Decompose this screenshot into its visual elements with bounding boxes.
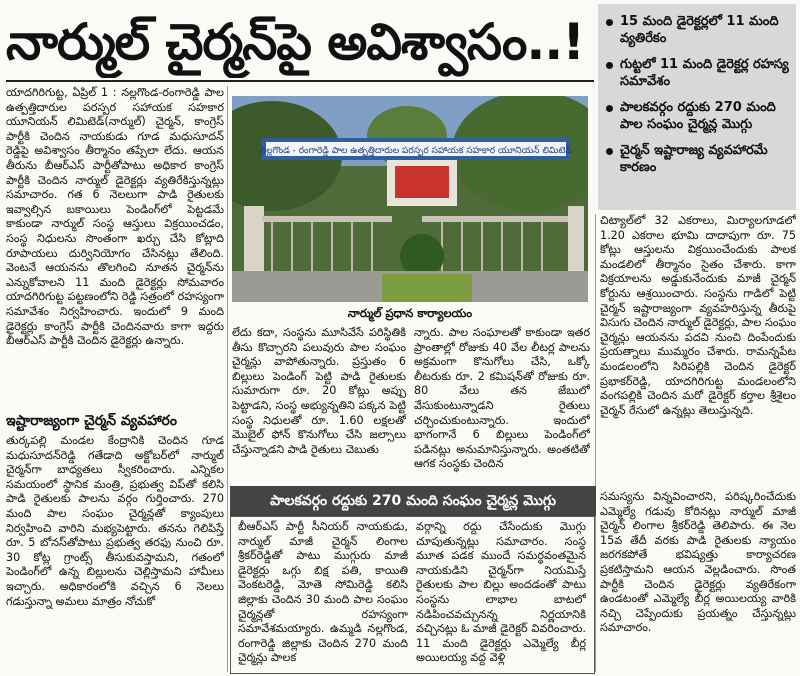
column-divider bbox=[227, 86, 228, 672]
sub-story-column-1 bbox=[238, 520, 408, 670]
highlight-item: పాలకవర్గం రద్దుకు 270 మంది పాల సంఘం చైర్మన్ల మొగ్గు bbox=[606, 99, 792, 133]
column-divider bbox=[595, 214, 596, 672]
highlight-item: చైర్మన్ ఇష్టారాజ్య వ్యవహారమే కారణం bbox=[606, 142, 792, 176]
highlight-item: 15 మంది డైరెక్టర్లలో 11 మంది వ్యతిరేకం bbox=[606, 13, 792, 47]
left-column-para2 bbox=[6, 434, 224, 672]
highlights-box bbox=[598, 4, 796, 210]
right-column-top bbox=[600, 214, 796, 484]
left-column-para1 bbox=[6, 86, 224, 408]
body-text: బీఆర్‌ఎస్ పార్టీ సీనియర్ నాయకుడు, నార్ముల్ మాజీ చైర్మన్ లింగాల శ్రీకర్‌రెడ్డితో పాటు ముగ్గురు మాజీ డైరెక్టర్లు ఒగ్గు బిక్ష పతి, కాయితి వెంకటరెడ్డి, మోతె సోమిరెడ్డి కలిసి జిల్లాకు చెందిన 30 మంది పాల సంఘం చైర్మన్లతో రహస్యంగా సమావేశమయ్యారు. ఉమ్మడి నల్లగొండ, రంగారెడ్డి జిల్లాకు చెందిన 270 మంది చైర్మన్లు పాలక bbox=[238, 520, 408, 665]
sub-story-banner: పాలకవర్గం రద్దుకు 270 మంది సంఘం చైర్మన్ల మొగ్గు bbox=[230, 486, 596, 516]
body-text: చిట్యాల్‌లో 32 ఎకరాలు, మిర్యాలగూడలో 1.20 ఎకరాల భూమి దాదాపుగా రూ. 75 కోట్లు ఆస్తులను విక్రయించేందుకు పాలక మండలిలో తీర్మానం సైతం చేశారు. కాగా విక్రయాలను అడ్డుకునేందుకు మాజీ చైర్మన్ కోర్టును ఆశ్రయించారు. సంస్థను గాడిలో పెట్టి చైర్మన్ ఇష్టారాజ్యంగా వ్యవహరిస్తున్న తీరుపై విసుగు చెందిన నార్ముల్ డైరెక్టర్లు, పాల సంఘం చైర్మన్లు ఆయనను పదవి నుంచి దింపేందుకు ప్రయత్నాలు ముమ్మరం చేశారు. రామన్నపేట మండలంలోని సిరిపల్లికి చెందిన డైరెక్టర్ ప్రభాకర్‌రెడ్డి, యాదగిరిగుట్ట మండలంలోని వంగపల్లికి చెందిన మరో డైరెక్టర్ కర్తాల శ్రీశైలం చైర్మన్ రేసులో ఉన్నట్లు తెలుస్తున్నది. bbox=[600, 214, 796, 417]
right-column-bottom bbox=[600, 490, 796, 672]
office-photo bbox=[232, 96, 588, 302]
photo-caption: నార్ముల్ ప్రధాన కార్యాలయం bbox=[347, 306, 473, 320]
sub-story-column-2 bbox=[416, 520, 586, 670]
body-text: తుర్కపల్లి మండల కేంద్రానికి చెందిన గూడ మధుసూదన్‌రెడ్డి గతేడాది అక్టోబర్‌లో నార్ముల్ చైర్మన్‌గా బాధ్యతలు స్వీకరించారు. ఎన్నికల సమయంలో స్థానిక మంత్రి, ప్రభుత్వ విప్‌తో కలిసి పాడి రైతులకు పాలను వర్గం గుర్తించారు. 270 మంది పాల సంఘం చైర్మన్లతో క్యాంపులు నిర్వహించి వారిని మభ్యపెట్టారు. తనను గెలిపిస్తే రూ. 5 బోనస్‌తోపాటు ప్రభుత్వ తరఫు నుంచి రూ. 30 కోట్ల గ్రాంట్స్ తీసుకువస్తామని, గతంలో పెండింగ్‌లో ఉన్న బిల్లులను చెల్లిస్తామని హామీలు ఇచ్చారు. అధికారంలోకి వచ్చిన 6 నెలలు గడుస్తున్నా అమలు మాత్రం నోచుకో bbox=[6, 434, 224, 608]
middle-column-1 bbox=[232, 326, 406, 482]
headline-rule bbox=[6, 80, 594, 82]
middle-column-2 bbox=[414, 326, 590, 482]
body-text: లేదు కదా, సంస్థను మూసివేసే పరిస్థితికి తీసు కొచ్చారని పలువురు పాల సంఘం చైర్మన్లు వాపోతున్నారు. ప్రస్తుతం 6 బిల్లులు పెండింగ్ పెట్టి పాడి రైతులకు సుమారుగా రూ. 20 కోట్లు అప్పు పెట్టాడని, సంస్థ అభ్యున్నతిని పక్కన పెట్టి సంస్థ నిధులతో రూ. 1.60 లక్షలతో మొబైల్ ఫోన్ కొనుగోలు చేసి జల్సాలు చేస్తున్నాడని పాడి రైతులు చెబుతు bbox=[232, 326, 406, 456]
body-text: వర్గాన్ని రద్దు చేసేందుకు మొగ్గు చూపుతున్నట్లు సమాచారం. సంస్థ మూత పడక ముందే సమర్థవంతమైన నాయకుడిని చైర్మన్‌గా నియమిస్తే రైతులకు పాల బిల్లు అందడంతో పాటు సంస్థను లాభాల బాటలో నడిపించవచ్చునన్న నిర్ణయానికి వచ్చినట్లు ఓ మాజీ డైరెక్టర్ వివరించారు. 11 మంది డైరెక్టర్లు ఎమ్మెల్యే బీర్ల అయిలయ్య వద్ద వెళ్లి bbox=[416, 520, 586, 665]
sub-heading: ఇష్టారాజ్యంగా చైర్మన్ వ్యవహారం bbox=[6, 413, 177, 429]
building-sign-text: నల్లగొండ - రంగారెడ్డి పాల ఉత్పత్తిదారుల పరస్పర సహాయక సహకార యూనియన్ లిమిటెడ్ bbox=[259, 146, 573, 156]
body-text: యాదగిరిగుట్ట, ఏప్రిల్ 1 : నల్లగొండ-రంగారెడ్డి పాల ఉత్పత్తిదారుల పరస్పర సహాయక సహకార యూనియన్ లిమిటెడ్(నార్ముల్) చైర్మన్, కాంగ్రెస్ పార్టీకి చెందిన నాయకుడు గూడ మధుసూదన్ రెడ్డిపై అవిశ్వాసం తీర్మానం తప్పేలా లేదు. ఆయన తీరును బీఆర్‌ఎస్ పార్టీతోపాటు అధికార కాంగ్రెస్ పార్టీకి చెందిన నార్ముల్ డైరెక్టర్లు వ్యతిరేకిస్తున్నట్లు సమాచారం. గత 6 నెలలుగా పాడి రైతులకు ఇవ్వాల్సిన బకాయిలు పెండింగ్‌లో పెట్టడమే కాకుండా నార్ముల్ సంస్థ ఆస్తులు విక్రయించడం, సంస్థ నిధులను సొంతంగా ఖర్చు చేసి కోట్లాది రూపాయలు దుర్వినియోగం చేసినట్లు తేలింది. వెంటనే ఆయనను తొలగించి నూతన చైర్మన్‌ను ఎన్నుకోవాలని 11 మంది డైరెక్టర్లు సోమవారం యాదగిరిగుట్ట పట్టణంలోని రెడ్డి సత్రంలో రహస్యంగా సమావేశం నిర్వహించారు. ఇందులో 9 మంది డైరెక్టర్లు కాంగ్రెస్ పార్టీకి చెందినవారు కాగా ఇద్దరు బీఆర్‌ఎస్ పార్టీకి చెందిన డైరెక్టర్లు ఉన్నారు. bbox=[6, 86, 224, 348]
highlight-item: గుట్టలో 11 మంది డైరెక్టర్ల రహస్య సమావేశం bbox=[606, 56, 792, 90]
body-text: సమస్యను విన్నవించారని, పరిష్కరించేదుకు ఎమ్మెల్యే గడువు కోరినట్లు నార్ముల్ మాజీ చైర్మన్ లింగాల శ్రీకర్‌రెడ్డి తెలిపారు. ఈ నెల 15వ తేదీ వరకు పాడి రైతులకు న్యాయం జరగకపోతే భవిష్యత్తు కార్యాచరణ ప్రకటిస్తామని ఆయన వెల్లడించారు. సొంత పార్టీకి చెందిన డైరెక్టర్లు వ్యతిరేకంగా ఉండటంతో ఎమ్మెల్యే బీర్ల అయిలయ్య వారికి నచ్చి చెప్పేందుకు ప్రయత్నం చేస్తున్నట్లు సమాచారం. bbox=[600, 490, 796, 635]
office-building-illustration bbox=[232, 96, 588, 302]
highlights-list bbox=[598, 4, 796, 176]
body-text: న్నారు. పాల సంఘాలతో కాకుండా ఇతర ప్రాంతాల్లో రోజుకు 40 వేల లీటర్ల పాలను అక్రమంగా కొనుగోలు చేసి, ఒక్కో లీటరుకు రూ. 2 కమిషన్‌తో రోజుకు రూ. 80 వేలు తన జేబులో వేసుకుంటున్నాడని రైతులు చర్చించుకుంటున్నారు. ఇందులో భాగంగానే 6 బిల్లులు పెండింగ్‌లో పడినట్లు అనుమానిస్తున్నారు. అంతటితో ఆగక సంస్థకు చెందిన bbox=[414, 326, 590, 471]
headline: నార్ముల్ చైర్మన్‌పై అవిశ్వాసం..! bbox=[6, 13, 585, 71]
